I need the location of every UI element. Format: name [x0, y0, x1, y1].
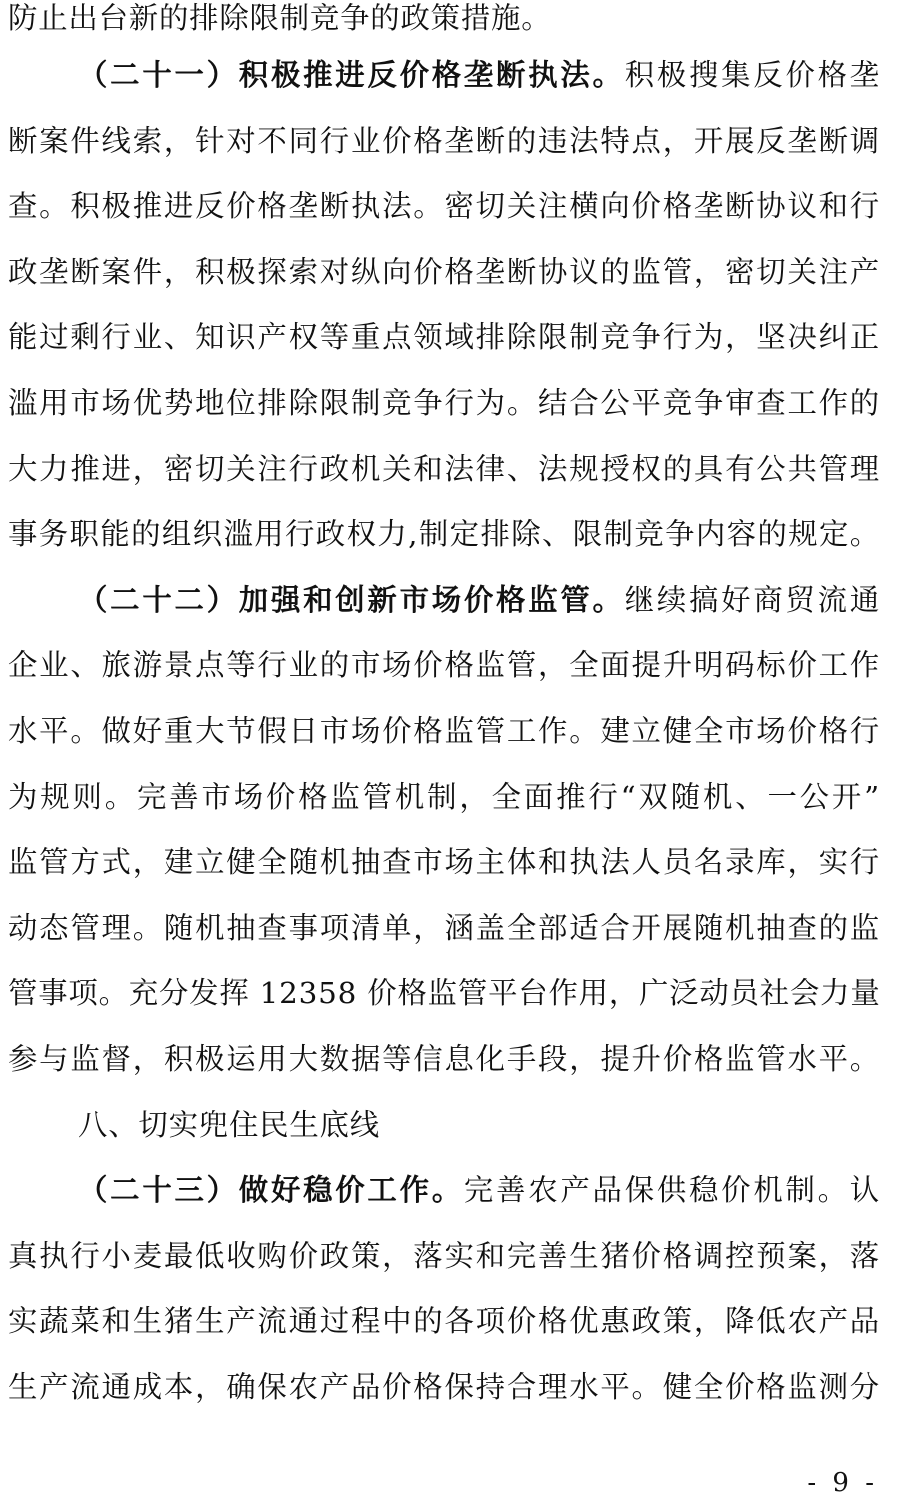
page-number: - 9 -	[807, 1468, 878, 1498]
paragraph-21-text: 积极搜集反价格垄	[624, 58, 880, 92]
text-line: 滥用市场优势地位排除限制竞争行为。结合公平竞争审查工作的	[8, 385, 880, 420]
paragraph-23-text: 完善农产品保供稳价机制。认	[463, 1173, 880, 1208]
text-line: 动态管理。随机抽查事项清单，涵盖全部适合开展随机抽查的监	[8, 910, 880, 945]
text-line: 企业、旅游景点等行业的市场价格监管，全面提升明码标价工作	[8, 648, 880, 683]
paragraph-22-text: 继续搞好商贸流通	[624, 582, 880, 617]
text-line: 防止出台新的排除限制竞争的政策措施。	[8, 1, 552, 35]
paragraph-22-first-line	[8, 579, 880, 645]
paragraph-21-first-line	[8, 54, 880, 120]
text-line: 政垄断案件，积极探索对纵向价格垄断协议的监管，密切关注产	[8, 254, 880, 289]
text-line: 监管方式，建立健全随机抽查市场主体和执法人员名录库，实行	[8, 845, 880, 880]
text-line: 查。积极推进反价格垄断执法。密切关注横向价格垄断协议和行	[8, 189, 880, 224]
text-line: 参与监督，积极运用大数据等信息化手段，提升价格监管水平。	[8, 1041, 880, 1076]
document-page	[8, 0, 880, 1431]
text-line: 能过剩行业、知识产权等重点领域排除限制竞争行为，坚决纠正	[8, 320, 880, 355]
text-line: 断案件线索，针对不同行业价格垄断的违法特点，开展反垄断调	[8, 123, 880, 158]
text-line: 大力推进，密切关注行政机关和法律、法规授权的具有公共管理	[8, 451, 880, 486]
text-line: 真执行小麦最低收购价政策，落实和完善生猪价格调控预案，落	[8, 1238, 880, 1273]
text-line: 生产流通成本，确保农产品价格保持合理水平。健全价格监测分	[8, 1369, 880, 1404]
text-line: 事务职能的组织滥用行政权力,制定排除、限制竞争内容的规定。	[8, 517, 880, 552]
paragraph-23-first-line	[8, 1169, 880, 1235]
paragraph-23-title: （二十三）做好稳价工作。	[78, 1172, 464, 1208]
text-line: 水平。做好重大节假日市场价格监管工作。建立健全市场价格行	[8, 713, 880, 748]
section-heading: 八、切实兜住民生底线	[78, 1107, 380, 1142]
text-line: 管事项。充分发挥 12358 价格监管平台作用，广泛动员社会力量	[8, 976, 881, 1011]
text-line: 为规则。完善市场价格监管机制，全面推行“双随机、一公开”	[8, 779, 880, 814]
paragraph-22-title: （二十二）加强和创新市场价格监管。	[78, 581, 625, 617]
paragraph-21-title: （二十一）积极推进反价格垄断执法。	[78, 57, 625, 92]
text-line: 实蔬菜和生猪生产流通过程中的各项价格优惠政策，降低农产品	[8, 1304, 880, 1339]
